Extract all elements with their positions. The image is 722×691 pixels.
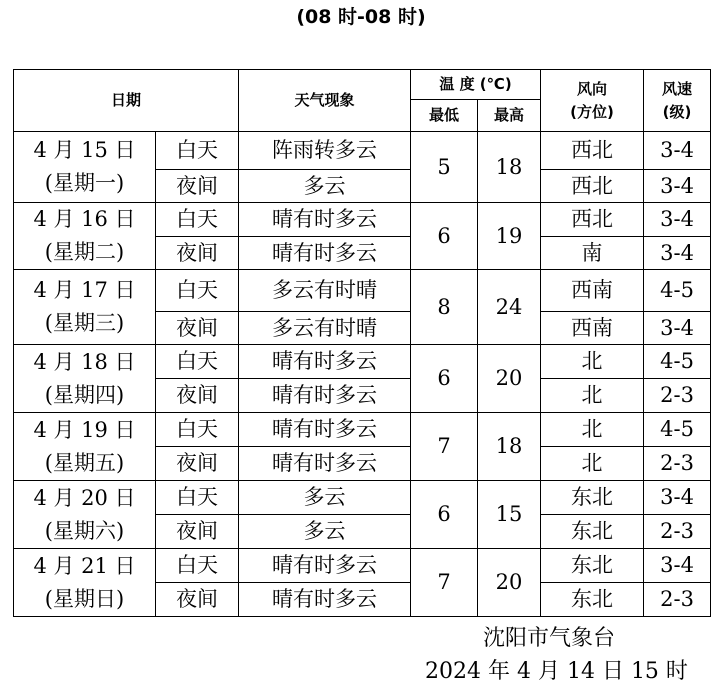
wind-direction-day: 东北 [541,549,644,583]
period-night: 夜间 [156,515,239,549]
date-cell [14,481,156,549]
header-temp-low: 最低 [411,100,478,132]
temp-high: 15 [478,481,541,549]
header-date: 日期 [14,70,239,132]
wind-direction-day: 西北 [541,203,644,237]
forecast-body [14,132,711,617]
period-day: 白天 [156,203,239,237]
temp-low: 6 [411,481,478,549]
forecast-row-day [14,203,711,237]
wind-direction-night: 北 [541,379,644,413]
date-label: 4 月 20 日 [33,485,136,510]
date-cell [14,549,156,617]
temp-low: 6 [411,345,478,413]
header-temp-high: 最高 [478,100,541,132]
weekday-label: (星期一) [44,171,125,195]
wind-speed-day: 4-5 [644,413,711,447]
weekday-label: (星期六) [44,518,125,543]
issuer: 沈阳市气象台 [483,626,616,651]
weekday-label: (星期二) [44,240,125,264]
forecast-row-day [14,549,711,583]
wind-speed-night: 2-3 [644,515,711,549]
date-cell [14,345,156,413]
temp-high: 20 [478,345,541,413]
period-night: 夜间 [156,312,239,345]
wind-direction-night: 西南 [541,312,644,345]
period-day: 白天 [156,270,239,312]
wind-direction-night: 东北 [541,515,644,549]
date-label: 4 月 21 日 [33,553,136,578]
weather-day: 晴有时多云 [239,413,411,447]
temp-high: 18 [478,413,541,481]
wind-speed-night: 3-4 [644,312,711,345]
wind-direction-day: 西北 [541,132,644,170]
period-night: 夜间 [156,379,239,413]
wind-speed-day: 3-4 [644,549,711,583]
weather-night: 多云 [239,170,411,203]
wind-direction-night: 东北 [541,583,644,617]
header-wind-direction-label: 风向 [577,80,608,98]
weather-night: 晴有时多云 [239,583,411,617]
temp-high: 19 [478,203,541,270]
header-wind-speed [644,70,711,132]
date-label: 4 月 17 日 [33,278,136,303]
weather-night: 晴有时多云 [239,379,411,413]
period-day: 白天 [156,549,239,583]
temp-high: 24 [478,270,541,345]
period-night: 夜间 [156,447,239,481]
header-wind-direction [541,70,644,132]
forecast-row-day [14,270,711,312]
wind-direction-day: 北 [541,413,644,447]
wind-speed-night: 3-4 [644,170,711,203]
period-day: 白天 [156,413,239,447]
date-label: 4 月 15 日 [33,138,136,163]
wind-speed-day: 3-4 [644,481,711,515]
header-wind-speed-sub: (级) [662,102,692,121]
weekday-label: (星期日) [44,586,125,611]
wind-speed-day: 4-5 [644,345,711,379]
date-cell [14,413,156,481]
forecast-row-day [14,132,711,170]
wind-speed-night: 2-3 [644,583,711,617]
weekday-label: (星期三) [44,311,125,335]
issue-time: 2024 年 4 月 14 日 15 时 [425,659,688,684]
weather-day: 阵雨转多云 [239,132,411,170]
weather-day: 晴有时多云 [239,549,411,583]
header-wind-direction-sub: (方位) [570,102,614,121]
weather-night: 晴有时多云 [239,237,411,270]
weather-day: 晴有时多云 [239,203,411,237]
temp-high: 20 [478,549,541,617]
temp-low: 7 [411,413,478,481]
weather-night: 多云有时晴 [239,312,411,345]
forecast-table [13,69,711,617]
wind-direction-day: 西南 [541,270,644,312]
date-cell [14,132,156,203]
wind-speed-night: 2-3 [644,379,711,413]
weather-day: 多云 [239,481,411,515]
header-wind-speed-label: 风速 [662,80,693,98]
weekday-label: (星期四) [44,382,125,407]
weekday-label: (星期五) [44,450,125,475]
wind-direction-day: 北 [541,345,644,379]
weather-night: 晴有时多云 [239,447,411,481]
temp-low: 6 [411,203,478,270]
wind-speed-night: 3-4 [644,237,711,270]
wind-speed-night: 2-3 [644,447,711,481]
date-label: 4 月 16 日 [33,207,136,232]
wind-direction-night: 北 [541,447,644,481]
period-day: 白天 [156,132,239,170]
wind-direction-day: 东北 [541,481,644,515]
forecast-row-day [14,345,711,379]
temp-low: 7 [411,549,478,617]
weather-day: 多云有时晴 [239,270,411,312]
wind-speed-day: 4-5 [644,270,711,312]
wind-speed-day: 3-4 [644,132,711,170]
date-label: 4 月 18 日 [33,349,136,374]
date-cell [14,270,156,345]
weather-day: 晴有时多云 [239,345,411,379]
wind-direction-night: 南 [541,237,644,270]
temp-high: 18 [478,132,541,203]
wind-direction-night: 西北 [541,170,644,203]
weather-night: 多云 [239,515,411,549]
temp-low: 5 [411,132,478,203]
date-cell [14,203,156,270]
period-night: 夜间 [156,583,239,617]
header-temperature: 温 度 (℃) [411,70,541,100]
period-night: 夜间 [156,237,239,270]
forecast-row-day [14,481,711,515]
header-weather: 天气现象 [239,70,411,132]
wind-speed-day: 3-4 [644,203,711,237]
period-night: 夜间 [156,170,239,203]
period-day: 白天 [156,345,239,379]
period-day: 白天 [156,481,239,515]
forecast-row-day [14,413,711,447]
temp-low: 8 [411,270,478,345]
table-title: (08 时-08 时) [296,6,426,28]
date-label: 4 月 19 日 [33,417,136,442]
